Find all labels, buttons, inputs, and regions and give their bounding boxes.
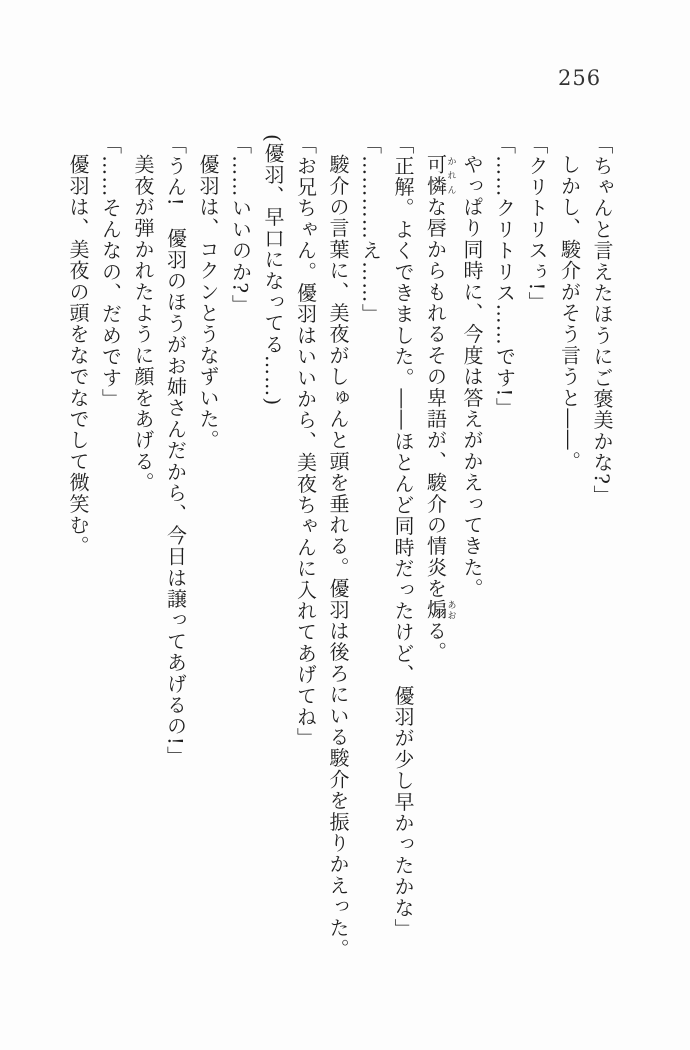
- text-line: 優羽は、美夜の頭をなでなでして微笑む。: [66, 154, 90, 557]
- text-line: やっぱり同時に、今度は答えがかえってきた。: [460, 154, 484, 600]
- text-line: 「クリトリスぅ!」: [525, 134, 549, 313]
- text-line: 「…………え……」: [358, 134, 383, 325]
- text-line: 美夜が弾かれたように顔をあげる。: [131, 154, 155, 494]
- text-line: 「……クリトリス……です!」: [492, 134, 517, 419]
- text-line: (優羽、早口になってる……): [261, 134, 285, 407]
- text-line: 「お兄ちゃん。優羽はいいから、美夜ちゃんに入れてあげてね」: [293, 134, 318, 749]
- text-line: 優羽は、コクンとうなずいた。: [196, 154, 220, 451]
- text-line: 「……いいのか?」: [228, 134, 253, 316]
- text-line: しかし、駿介がそう言うと――。: [557, 154, 582, 472]
- text-line: 「……そんなの、だめです」: [98, 134, 123, 410]
- page-number: 256: [558, 66, 602, 90]
- text-line: 可憐かれんな唇からもれるその卑語が、駿介の情炎を煽あおる。: [423, 154, 456, 663]
- text-line: 駿介の言葉に、美夜がしゅんと頭を垂れる。優羽は後ろにいる駿介を振りかえった。: [326, 154, 350, 960]
- text-line: 「ちゃんと言えたほうにご褒美かな?」: [590, 134, 614, 507]
- furigana-term: 煽あお: [423, 599, 456, 621]
- text-line: 「正解。よくできました。――ほとんど同時だったけど、優羽が少し早かったかな」: [391, 134, 415, 940]
- furigana-reading: あお: [445, 599, 456, 621]
- furigana-term: 可憐かれん: [423, 154, 456, 197]
- text-line: 「うん! 優羽のほうがお姉さんだから、今日は譲ってあげるの!」: [163, 134, 188, 768]
- page-text: [62, 134, 619, 982]
- furigana-reading: かれん: [445, 154, 456, 197]
